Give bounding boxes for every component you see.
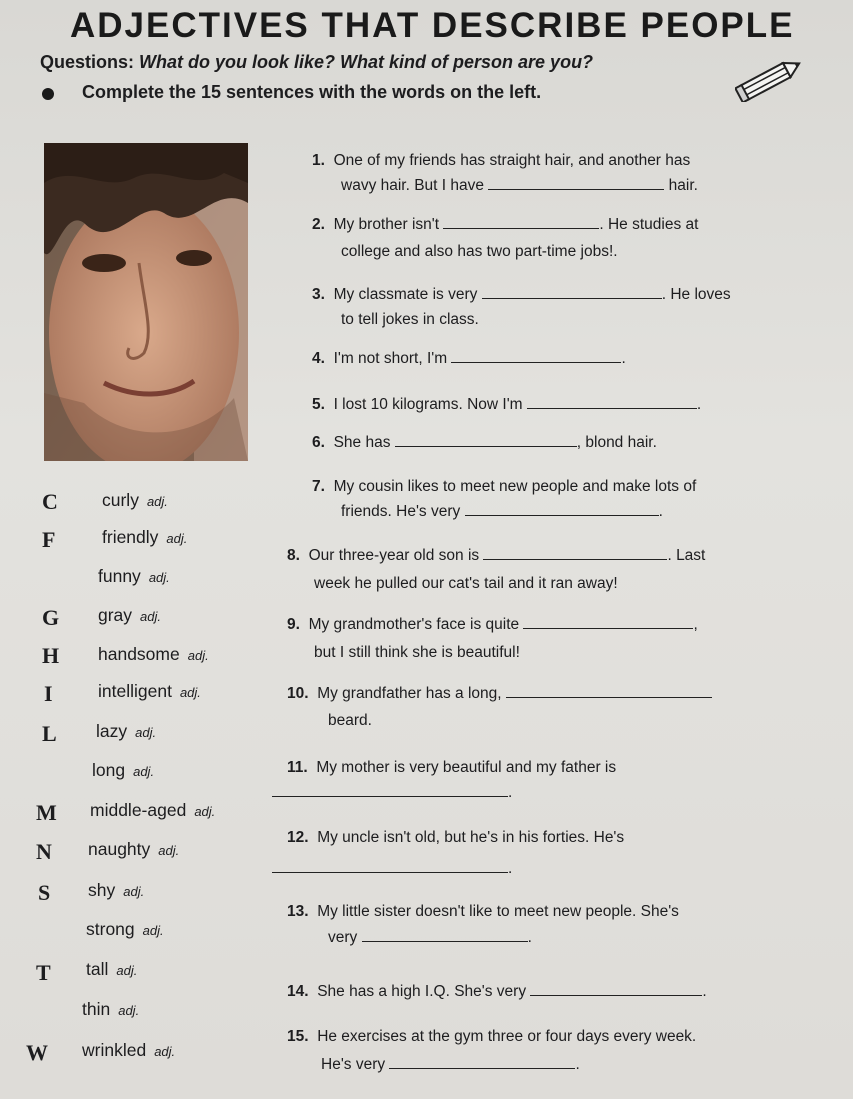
questions-label: Questions: — [40, 52, 135, 72]
word-pos: adj. — [118, 1003, 140, 1018]
word-item-tall — [86, 959, 137, 980]
sentence-12-line-2 — [272, 860, 512, 878]
answer-blank[interactable] — [451, 361, 621, 363]
sentence-9 — [287, 616, 698, 634]
page-title: ADJECTIVES THAT DESCRIBE PEOPLE — [70, 6, 795, 45]
sentence-number: 13. — [287, 903, 309, 920]
word-pos: adj. — [154, 1044, 176, 1059]
word-pos: adj. — [148, 570, 170, 585]
sentence-text: My uncle isn't old, but he's in his forties. He's — [317, 829, 625, 846]
sentence-9-line-2: but I still think she is beautiful! — [314, 644, 520, 661]
word-text: lazy — [96, 721, 128, 741]
word-item-strong — [86, 919, 164, 940]
word-pos: adj. — [194, 804, 216, 819]
portrait-photo — [44, 143, 248, 461]
answer-blank[interactable] — [482, 297, 662, 299]
sentence-11 — [287, 759, 616, 777]
word-text: funny — [98, 566, 141, 586]
word-text: thin — [82, 999, 111, 1019]
sentence-1 — [312, 152, 690, 170]
sentence-2 — [312, 216, 698, 234]
word-text: wrinkled — [82, 1040, 147, 1060]
word-letter: H — [42, 643, 60, 668]
answer-blank[interactable] — [483, 558, 667, 560]
sentence-4 — [312, 350, 626, 368]
word-item-lazy — [96, 721, 156, 742]
sentence-text: . He studies at — [599, 216, 699, 233]
word-item-wrinkled — [82, 1040, 175, 1061]
sentence-text: My little sister doesn't like to meet new people. She's — [317, 903, 679, 920]
word-pos: adj. — [133, 764, 155, 779]
sentence-text: My brother isn't — [333, 216, 440, 233]
sentence-text: Our three-year old son is — [308, 547, 480, 564]
pencil-icon — [735, 56, 805, 102]
word-pos: adj. — [140, 609, 162, 624]
sentence-text: , — [693, 616, 698, 633]
word-text: middle-aged — [90, 800, 187, 820]
sentence-6 — [312, 434, 657, 452]
sentence-text: He's very — [321, 1056, 386, 1073]
sentence-text: . Last — [667, 547, 706, 564]
sentence-text: She has — [333, 434, 391, 451]
word-text: naughty — [88, 839, 151, 859]
word-item-long — [92, 760, 154, 781]
sentence-15-line-2 — [321, 1056, 580, 1074]
sentence-3 — [312, 286, 731, 304]
word-pos: adj. — [135, 725, 157, 740]
word-item-middle-aged — [90, 800, 215, 821]
sentence-text: . — [508, 860, 513, 877]
sentence-number: 14. — [287, 983, 309, 1000]
bullet-icon — [42, 88, 54, 100]
word-item-gray — [98, 605, 161, 626]
sentence-text: He exercises at the gym three or four days every week. — [317, 1028, 697, 1045]
word-item-intelligent — [98, 681, 201, 702]
sentence-number: 4. — [312, 350, 325, 367]
sentence-text: . — [508, 784, 513, 801]
sentence-text: . — [575, 1056, 580, 1073]
word-text: curly — [102, 490, 139, 510]
answer-blank[interactable] — [389, 1067, 575, 1069]
word-pos: adj. — [123, 884, 145, 899]
sentence-2-line-2: college and also has two part-time jobs!. — [341, 243, 618, 260]
sentence-text: , blond hair. — [576, 434, 657, 451]
sentence-number: 10. — [287, 685, 309, 702]
answer-blank[interactable] — [272, 795, 508, 797]
sentence-text: One of my friends has straight hair, and another has — [333, 152, 691, 169]
sentence-number: 15. — [287, 1028, 309, 1045]
sentence-7-line-2 — [341, 503, 663, 521]
word-letter: W — [26, 1040, 48, 1065]
sentence-text: I lost 10 kilograms. Now I'm — [333, 396, 523, 413]
word-text: shy — [88, 880, 116, 900]
answer-blank[interactable] — [395, 445, 577, 447]
sentence-text: My grandmother's face is quite — [308, 616, 520, 633]
word-text: long — [92, 760, 126, 780]
sentence-5 — [312, 396, 701, 414]
word-pos: adj. — [187, 648, 209, 663]
sentence-text: My mother is very beautiful and my father is — [316, 759, 617, 776]
sentence-text: I'm not short, I'm — [333, 350, 448, 367]
word-text: gray — [98, 605, 133, 625]
word-item-funny — [98, 566, 170, 587]
sentence-13-line-2 — [328, 929, 532, 947]
sentence-text: . — [658, 503, 663, 520]
sentence-number: 3. — [312, 286, 325, 303]
sentence-14 — [287, 983, 707, 1001]
sentence-number: 12. — [287, 829, 309, 846]
sentence-text: My cousin likes to meet new people and make lots of — [333, 478, 697, 495]
word-letter: C — [42, 489, 58, 514]
sentence-12 — [287, 829, 624, 847]
word-letter: G — [42, 605, 60, 630]
word-text: friendly — [102, 527, 159, 547]
questions-text: What do you look like? What kind of person are you? — [139, 52, 594, 72]
answer-blank[interactable] — [530, 994, 702, 996]
sentence-text: . — [621, 350, 626, 367]
sentence-text: . — [702, 983, 707, 1000]
answer-blank[interactable] — [523, 627, 693, 629]
answer-blank[interactable] — [362, 940, 528, 942]
answer-blank[interactable] — [506, 696, 712, 698]
sentence-text: wavy hair. But I have — [341, 177, 485, 194]
sentence-text: very — [328, 929, 358, 946]
sentence-text: She has a high I.Q. She's very — [317, 983, 527, 1000]
word-item-friendly — [102, 527, 187, 548]
sentence-text: My classmate is very — [333, 286, 478, 303]
word-letter: I — [44, 681, 53, 706]
sentence-number: 5. — [312, 396, 325, 413]
word-pos: adj. — [179, 685, 201, 700]
sentence-8-line-2: week he pulled our cat's tail and it ran away! — [314, 575, 618, 592]
sentence-13 — [287, 903, 679, 921]
answer-blank[interactable] — [443, 227, 599, 229]
sentence-text: friends. He's very — [341, 503, 461, 520]
sentence-1-line-2 — [341, 177, 698, 195]
word-pos: adj. — [142, 923, 164, 938]
sentence-number: 6. — [312, 434, 325, 451]
answer-blank[interactable] — [488, 188, 664, 190]
word-letter: N — [36, 839, 52, 864]
sentence-text: hair. — [668, 177, 698, 194]
sentence-number: 2. — [312, 216, 325, 233]
answer-blank[interactable] — [272, 871, 508, 873]
questions-line — [40, 52, 593, 73]
word-text: handsome — [98, 644, 180, 664]
word-letter: T — [36, 960, 51, 985]
word-letter: F — [42, 527, 56, 552]
sentence-8 — [287, 547, 705, 565]
answer-blank[interactable] — [527, 407, 697, 409]
word-pos: adj. — [116, 963, 138, 978]
sentence-text: . He loves — [661, 286, 731, 303]
word-text: intelligent — [98, 681, 172, 701]
word-item-thin — [82, 999, 139, 1020]
word-pos: adj. — [146, 494, 168, 509]
word-text: strong — [86, 919, 135, 939]
sentence-11-line-2 — [272, 784, 512, 802]
sentence-7 — [312, 478, 696, 496]
sentence-number: 9. — [287, 616, 300, 633]
sentence-text: . — [527, 929, 532, 946]
sentence-10-line-2: beard. — [328, 712, 372, 729]
word-item-naughty — [88, 839, 179, 860]
word-pos: adj. — [158, 843, 180, 858]
word-item-handsome — [98, 644, 209, 665]
word-text: tall — [86, 959, 109, 979]
sentence-3-line-2: to tell jokes in class. — [341, 311, 479, 328]
word-pos: adj. — [166, 531, 188, 546]
sentence-15 — [287, 1028, 696, 1046]
word-letter: M — [36, 800, 57, 825]
sentence-number: 1. — [312, 152, 325, 169]
sentence-number: 8. — [287, 547, 300, 564]
word-letter: L — [42, 721, 57, 746]
sentence-text: . — [696, 396, 702, 413]
word-item-curly — [102, 490, 168, 511]
instruction-text: Complete the 15 sentences with the words on the left. — [82, 82, 542, 102]
sentence-number: 11. — [287, 759, 308, 776]
word-item-shy — [88, 880, 144, 901]
sentence-text: My grandfather has a long, — [317, 685, 502, 702]
answer-blank[interactable] — [465, 514, 659, 516]
word-letter: S — [38, 880, 51, 905]
sentence-number: 7. — [312, 478, 325, 495]
sentence-10 — [287, 685, 712, 703]
